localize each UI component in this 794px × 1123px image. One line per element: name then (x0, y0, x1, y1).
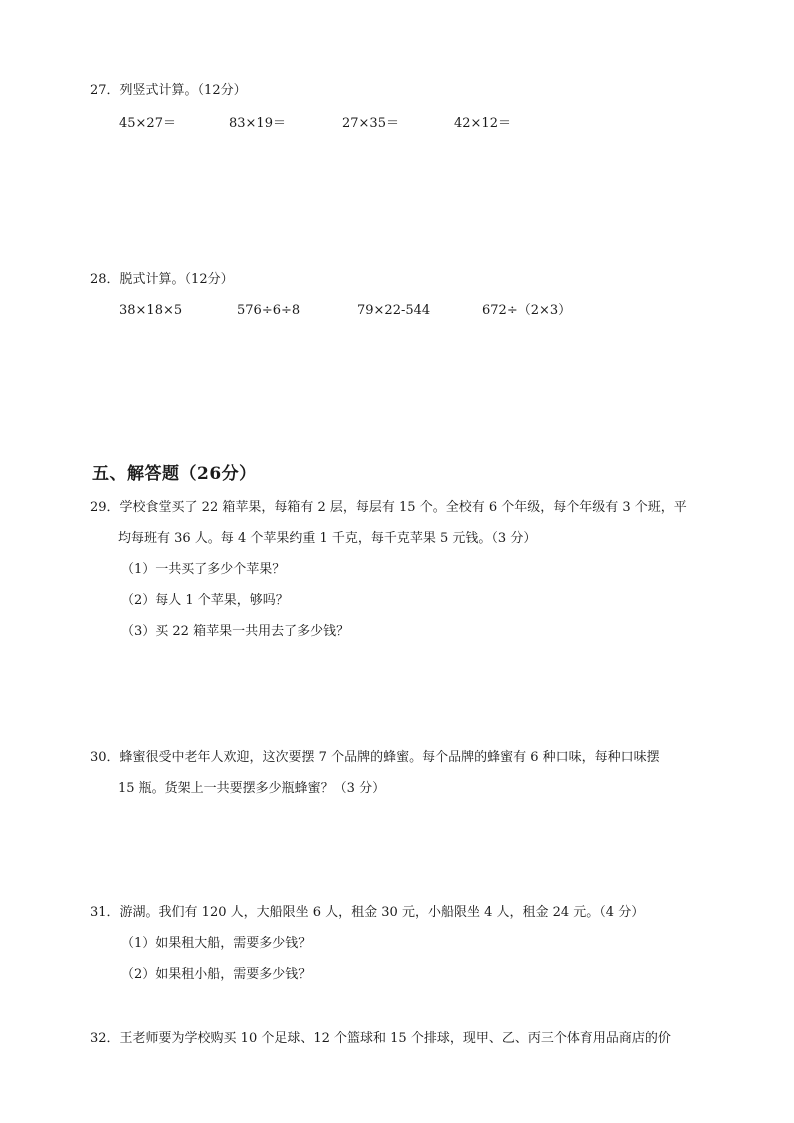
question-30-line-1: 30．蜂蜜很受中老年人欢迎，这次要摆 7 个品牌的蜂蜜。每个品牌的蜂蜜有 6 种口味，每种口味摆 (90, 750, 660, 765)
question-29-sub-1: （1）一共买了多少个苹果？ (121, 562, 286, 577)
q27-item-1: 45×27＝ (119, 116, 176, 131)
q28-item-4: 672÷（2×3） (482, 303, 572, 318)
question-29-line-1: 29．学校食堂买了 22 箱苹果，每箱有 2 层，每层有 15 个。全校有 6 个年级，每个年级有 3 个班，平 (90, 500, 687, 515)
question-32-line-1: 32．王老师要为学校购买 10 个足球、12 个篮球和 15 个排球，现甲、乙、丙三个体育用品商店的价 (90, 1031, 671, 1046)
q27-item-4: 42×12＝ (454, 116, 511, 131)
question-28-stem: 28．脱式计算。（12分） (90, 272, 234, 287)
question-31-sub-2: （2）如果租小船，需要多少钱？ (121, 967, 312, 982)
question-27-stem: 27．列竖式计算。（12分） (90, 83, 247, 98)
question-30-line-2: 15 瓶。货架上一共要摆多少瓶蜂蜜？（3 分） (118, 781, 386, 796)
question-29-line-2: 均每班有 36 人。每 4 个苹果约重 1 千克，每千克苹果 5 元钱。（3 分） (118, 531, 537, 546)
question-31-sub-1: （1）如果租大船，需要多少钱？ (121, 936, 312, 951)
q28-item-2: 576÷6÷8 (237, 303, 301, 318)
section-heading: 五、解答题（26分） (92, 464, 257, 484)
q27-item-2: 83×19＝ (229, 116, 286, 131)
question-29-sub-3: （3）买 22 箱苹果一共用去了多少钱？ (121, 624, 350, 639)
q27-item-3: 27×35＝ (342, 116, 399, 131)
q28-item-3: 79×22-544 (357, 303, 431, 318)
question-31-line-1: 31．游湖。我们有 120 人，大船限坐 6 人，租金 30 元，小船限坐 4 人，租金 24 元。（4 分） (90, 905, 645, 920)
q28-item-1: 38×18×5 (119, 303, 183, 318)
question-29-sub-2: （2）每人 1 个苹果，够吗？ (121, 593, 289, 608)
